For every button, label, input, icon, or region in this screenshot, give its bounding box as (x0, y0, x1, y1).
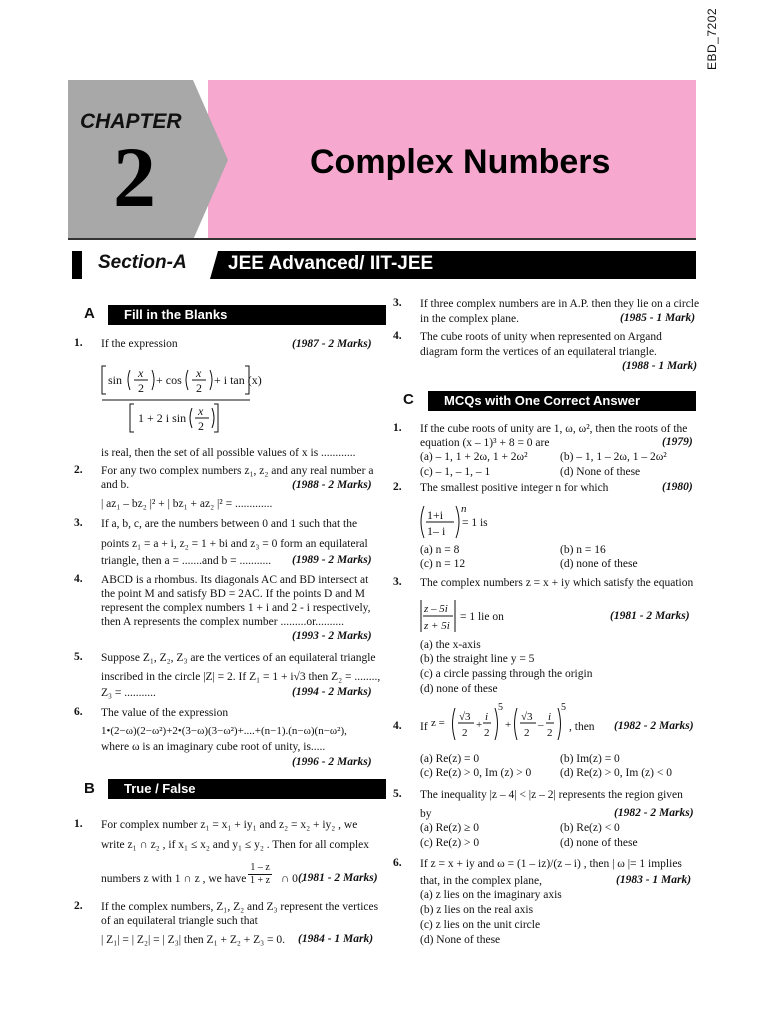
option-b: (b) the straight line y = 5 (420, 653, 535, 665)
question-text: ∩ 0 . (281, 873, 304, 885)
question-number: 4. (74, 573, 83, 585)
svg-text:n: n (461, 503, 467, 515)
section-label: Section-A (98, 252, 187, 273)
question-number: 5. (393, 788, 402, 800)
question-number: 2. (74, 900, 83, 912)
svg-text:1– i: 1– i (427, 524, 446, 538)
option-c: (c) Re(z) > 0, Im (z) > 0 (420, 767, 532, 779)
option-c: (c) z lies on the unit circle (420, 919, 541, 931)
chapter-title: Complex Numbers (310, 143, 611, 181)
section-letter-a: A (84, 305, 95, 322)
question-text: If the complex numbers, Z₁, Z₂ and Z₃ represent the vertices (101, 901, 379, 913)
question-number: 6. (74, 706, 83, 718)
question-marks: (1989 - 2 Marks) (292, 554, 372, 566)
question-marks: (1980) (662, 481, 693, 493)
question-text: The complex numbers z = x + iy which satisfy the equation (420, 577, 694, 589)
question-text: equation (x – 1)³ + 8 = 0 are (420, 437, 550, 449)
question-text: The cube roots of unity when represented on Argand (420, 331, 662, 343)
question-text: The value of the expression (101, 707, 229, 719)
question-text: The smallest positive integer n for which (420, 482, 609, 494)
svg-text:2: 2 (524, 727, 530, 739)
svg-text:+ cos: + cos (156, 373, 182, 387)
question-text: points z₁ = a + i, z₂ = 1 + bi and z₃ = 0 form an equilateral (101, 538, 368, 550)
question-number: 2. (74, 464, 83, 476)
svg-text:+: + (476, 719, 483, 731)
question-text: For any two complex numbers z₁, z₂ and any real number a and b. (101, 465, 374, 491)
question-marks: (1981 - 2 Marks) (610, 610, 690, 622)
svg-text:z =: z = (431, 717, 445, 729)
question-text: If the expression (101, 338, 178, 350)
fill-blanks-header: Fill in the Blanks (108, 305, 386, 325)
option-d: (d) None of these (420, 934, 501, 946)
question-marks: (1987 - 2 Marks) (292, 338, 372, 350)
question-number: 3. (393, 297, 402, 309)
svg-text:z + 5i: z + 5i (424, 620, 450, 632)
option-a: (a) Re(z) ≥ 0 (420, 822, 479, 834)
question-text: the point M and satisfy BD = 2AC. If the points D and M (101, 588, 365, 600)
true-false-header: True / False (108, 779, 386, 799)
question-text: If z = x + iy and ω = (1 – iz)/(z – i) , then | ω |= 1 implies (420, 858, 682, 870)
svg-text:i: i (548, 711, 552, 723)
svg-text:+ i tan (x): + i tan (x) (214, 373, 262, 387)
question-text: of an equilateral triangle such that (101, 915, 258, 927)
option-b: (b) – 1, 1 – 2ω, 1 – 2ω² (560, 451, 667, 463)
option-d: (d) None of these (560, 466, 641, 478)
option-a: (a) – 1, 1 + 2ω, 1 + 2ω² (420, 451, 528, 463)
question-number: 1. (393, 422, 402, 434)
mcq-header: MCQs with One Correct Answer (428, 391, 696, 411)
question-text: diagram form the vertices of an equilateral triangle. (420, 346, 657, 358)
question-marks: (1985 - 1 Mark) (620, 312, 696, 324)
option-a: (a) n = 8 (420, 544, 460, 556)
section-letter-b: B (84, 780, 95, 797)
svg-text:2: 2 (138, 381, 144, 395)
svg-text:2: 2 (547, 727, 553, 739)
question-marks: (1982 - 2 Marks) (614, 720, 694, 732)
question-number: 3. (74, 517, 83, 529)
expression-z-minus-5i-over-z-plus-5i (418, 598, 458, 634)
option-b: (b) z lies on the real axis (420, 904, 534, 916)
svg-text:2: 2 (484, 727, 490, 739)
svg-text:5: 5 (498, 702, 503, 713)
question-text: , then (569, 721, 595, 733)
option-d: (d) none of these (560, 837, 638, 849)
question-text: The inequality |z – 4| < |z – 2| represents the region given (420, 789, 683, 801)
svg-text:2: 2 (196, 381, 202, 395)
question-marks: (1979) (662, 436, 693, 448)
svg-text:x: x (138, 366, 144, 380)
question-marks: (1988 - 1 Mark) (622, 360, 698, 372)
section-tag: JEE Advanced/ IIT-JEE (228, 253, 434, 274)
option-a: (a) Re(z) = 0 (420, 753, 480, 765)
question-text: Z₃ = ........... (101, 687, 156, 699)
question-text: 1•(2−ω)(2−ω²)+2•(3−ω)(3−ω²)+....+(n−1).(n−ω)(n−ω²), (101, 725, 347, 737)
svg-text:1 + 2 i sin: 1 + 2 i sin (138, 411, 187, 425)
chapter-label: CHAPTER (80, 110, 182, 133)
section-marker (72, 251, 82, 279)
question-text: is real, then the set of all possible values of x is ............ (101, 447, 356, 459)
option-c: (c) Re(z) > 0 (420, 837, 480, 849)
question-expression: | az₁ – bz₂ |² + | bz₁ + az₂ |² = ............. (101, 498, 273, 510)
question-text: If a, b, c, are the numbers between 0 and 1 such that the (101, 518, 358, 530)
svg-text:x: x (198, 404, 204, 418)
banner-bottom-rule (68, 238, 696, 240)
question-text: = 1 lie on (460, 611, 504, 623)
option-d: (d) none of these (420, 683, 498, 695)
option-c: (c) n = 12 (420, 558, 466, 570)
option-b: (b) n = 16 (560, 544, 606, 556)
svg-text:1+i: 1+i (427, 508, 444, 522)
question-text: then A represents the complex number .........or.......... (101, 616, 345, 628)
question-text: ABCD is a rhombus. Its diagonals AC and BD intersect at (101, 574, 369, 586)
document-code: EBD_7202 (705, 7, 719, 70)
expression-sqrt3-half-powers (431, 700, 571, 748)
question-text: Suppose Z₁, Z₂, Z₃ are the vertices of an equilateral triangle (101, 652, 376, 664)
option-d: (d) Re(z) > 0, Im (z) < 0 (560, 767, 672, 779)
svg-text:√3: √3 (521, 711, 533, 723)
svg-text:–: – (538, 719, 544, 731)
fraction-1-minus-z-over-1-plus-z: 1 – z 1 + z (250, 862, 271, 886)
svg-text:z – 5i: z – 5i (424, 603, 448, 615)
question-text: by (420, 808, 432, 820)
question-text: If the cube roots of unity are 1, ω, ω², then the roots of the (420, 423, 688, 435)
question-text: inscribed in the circle |Z| = 2. If Z₁ = 1 + i√3 then Z₂ = ........, (101, 671, 381, 683)
question-text: triangle, then a = .......and b = ........... (101, 555, 272, 567)
question-text: = 1 is (462, 517, 488, 529)
question-marks: (1983 - 1 Mark) (616, 874, 692, 886)
question-marks: (1994 - 2 Marks) (292, 686, 372, 698)
question-text: write z₁ ∩ z₂ , if x₁ ≤ x₂ and y₁ ≤ y₂ . Then for all complex (101, 839, 369, 851)
question-marks: (1982 - 2 Marks) (614, 807, 694, 819)
svg-text:i: i (485, 711, 489, 723)
question-text: numbers z with 1 ∩ z , we have (101, 873, 247, 885)
option-b: (b) Im(z) = 0 (560, 753, 620, 765)
question-marks: (1988 - 2 Marks) (292, 479, 372, 491)
question-text: For complex number z₁ = x₁ + iy₁ and z₂ = x₂ + iy₂ , we (101, 819, 358, 831)
svg-text:5: 5 (561, 702, 566, 713)
question-text: | Z₁| = | Z₂| = | Z₃| then Z₁ + Z₂ + Z₃ = 0. (101, 934, 285, 946)
option-b: (b) Re(z) < 0 (560, 822, 620, 834)
question-number: 5. (74, 651, 83, 663)
svg-text:sin: sin (108, 373, 123, 387)
question-text: If (420, 721, 428, 733)
section-letter-c: C (403, 391, 414, 408)
option-c: (c) a circle passing through the origin (420, 668, 593, 680)
chapter-number: 2 (113, 129, 156, 225)
question-text: represent the complex numbers 1 + i and 2 - i respectively, (101, 602, 371, 614)
question-text: that, in the complex plane, (420, 875, 542, 887)
question-number: 2. (393, 481, 402, 493)
question-marks: (1993 - 2 Marks) (292, 630, 372, 642)
svg-text:2: 2 (462, 727, 468, 739)
question-text: where ω is an imaginary cube root of unity, is..... (101, 741, 326, 753)
question-text: in the complex plane. (420, 313, 519, 325)
expression-fraction (100, 362, 262, 436)
question-number: 4. (393, 330, 402, 342)
question-marks: (1984 - 1 Mark) (298, 933, 374, 945)
question-number: 1. (74, 337, 83, 349)
question-text: If three complex numbers are in A.P. then they lie on a circle (420, 298, 700, 310)
option-a: (a) z lies on the imaginary axis (420, 889, 562, 901)
option-c: (c) – 1, – 1, – 1 (420, 466, 491, 478)
svg-text:2: 2 (198, 419, 204, 433)
question-number: 1. (74, 818, 83, 830)
question-marks: (1996 - 2 Marks) (292, 756, 372, 768)
question-number: 6. (393, 857, 402, 869)
svg-text:x: x (196, 366, 202, 380)
svg-text:√3: √3 (459, 711, 471, 723)
option-d: (d) none of these (560, 558, 638, 570)
question-number: 4. (393, 720, 402, 732)
option-a: (a) the x-axis (420, 639, 481, 651)
expression-1plusi-over-1minusi-power-n (418, 502, 468, 542)
question-number: 3. (393, 576, 402, 588)
question-marks: (1981 - 2 Marks) (298, 872, 378, 884)
svg-text:+: + (505, 719, 512, 731)
